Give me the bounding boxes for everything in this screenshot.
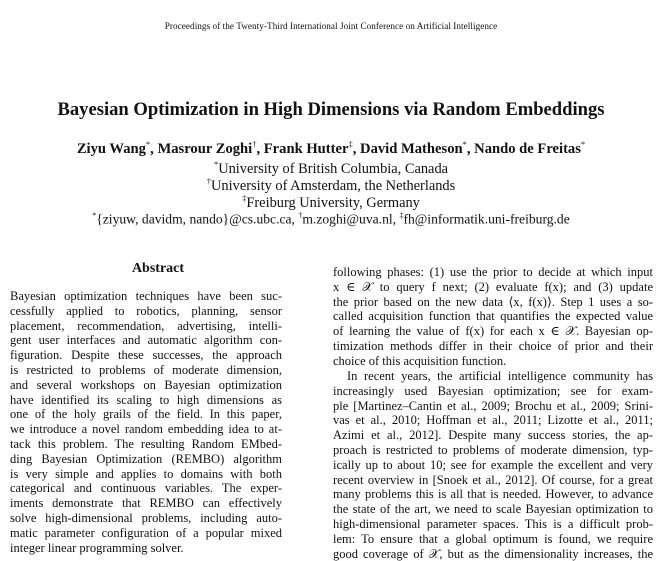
affiliation-mark: †	[206, 176, 212, 186]
author-mark: *	[462, 139, 467, 149]
text-line: increasingly used Bayesian optimization; see for exam-	[333, 383, 653, 398]
text-line: lem: To ensure that a global optimum is found, we require	[333, 531, 653, 546]
text-line: following phases: (1) use the prior to decide at which input	[333, 265, 653, 279]
text-line: ple [Martinez–Cantin et al., 2009; Brochu et al., 2009; Srini-	[333, 398, 653, 413]
email-mark: †	[298, 211, 303, 220]
text-line: ically up to about 10; see for example the excellent and very	[333, 457, 653, 472]
affiliation-text: University of British Columbia, Canada	[218, 160, 449, 177]
author-name: Ziyu Wang	[76, 140, 146, 157]
text-line: x ∈ 𝒳 to query f next; (2) evaluate f(x); and (3) update	[333, 279, 653, 294]
affiliation	[0, 193, 662, 212]
author-name: Frank Hutter	[263, 140, 349, 157]
affiliation-mark: *	[213, 159, 219, 169]
text-line: many problems this is all that is needed. However, to advance	[333, 487, 653, 502]
author-mark: *	[145, 139, 151, 149]
author-name: Nando de Freitas	[474, 140, 581, 157]
text-line: solve high-dimensional problems, including auto-	[10, 511, 282, 525]
affiliation	[0, 176, 662, 195]
text-line: cessfully applied to robotics, planning, sensor	[10, 303, 282, 318]
text-line: proach is restricted to problems of moderate dimension, typ-	[333, 443, 653, 457]
text-line: iments demonstrate that REMBO can effectively	[10, 496, 282, 511]
text-line: ding Bayesian Optimization (REMBO) algorithm	[10, 451, 282, 466]
proceedings-header: Proceedings of the Twenty-Third International Joint Conference on Artificial Intelligence	[164, 21, 498, 31]
email-text[interactable]: {ziyuw, davidm, nando}@cs.ubc.ca,	[96, 211, 295, 227]
text-line: high-dimensional parameter spaces. This is a difficult prob-	[333, 517, 653, 531]
text-line: In recent years, the artificial intelligence community has	[347, 369, 653, 383]
author-mark: ‡	[348, 139, 353, 149]
author-mark: †	[252, 139, 257, 149]
text-line: integer linear programming solver.	[10, 540, 184, 555]
affiliation-text: University of Amsterdam, the Netherlands	[211, 177, 456, 194]
text-line: is very simple and applies to domains with both	[10, 466, 282, 481]
text-line: the state of the art, we need to scale Bayesian optimization to	[333, 502, 653, 517]
text-line: good coverage of 𝒳, but as the dimensionality increases, the	[333, 546, 653, 561]
text-line: categorical and continuous variables. The exper-	[10, 481, 282, 496]
text-line: tack this problem. The resulting Random EMbed-	[10, 437, 282, 451]
text-line: choice of this acquisition function.	[333, 353, 507, 368]
text-line: we introduce a novel random embedding idea to at-	[10, 422, 282, 437]
affiliation	[0, 159, 662, 178]
author-name: Masrour Zoghi	[157, 140, 253, 157]
text-line: gent user interfaces and automatic algorithm con-	[10, 333, 282, 348]
text-line: have identified its scaling to high dimensions as	[10, 392, 282, 407]
text-line: called acquisition function that quantifies the expected value	[333, 309, 653, 324]
text-line: recent overview in [Snoek et al., 2012]. Of course, for a great	[333, 472, 653, 487]
text-line: timization methods differ in their choice of prior and their	[333, 339, 653, 353]
text-line: Azimi et al., 2012]. Despite many success stories, the ap-	[333, 428, 653, 443]
email-text[interactable]: m.zoghi@uva.nl,	[302, 211, 397, 227]
email-text[interactable]: fh@informatik.uni-freiburg.de	[403, 211, 570, 227]
text-line: placement, recommendation, advertising, intelli-	[10, 318, 282, 333]
text-line: figuration. Despite these successes, the approach	[10, 348, 282, 363]
author-mark: *	[580, 139, 586, 149]
text-line: vas et al., 2010; Hoffman et al., 2011; Lizotte et al., 2011;	[333, 413, 653, 428]
author-name: David Matheson	[360, 140, 463, 157]
abstract-heading: Abstract	[131, 261, 185, 276]
affiliation-text: Freiburg University, Germany	[246, 194, 420, 211]
text-line: one of the holy grails of the field. In this paper,	[10, 407, 282, 422]
text-line: of learning the value of f(x) for each x ∈ 𝒳. Bayesian op-	[333, 324, 653, 339]
affiliation-mark: ‡	[242, 193, 247, 203]
text-line: is restricted to problems of moderate dimension,	[10, 363, 282, 377]
email-mark: *	[92, 211, 97, 220]
email-mark: ‡	[399, 211, 404, 220]
paper-title: Bayesian Optimization in High Dimensions via Random Embeddings	[57, 99, 605, 120]
email-line	[0, 211, 662, 228]
text-line: matic parameter configuration of a popular mixed	[10, 525, 282, 540]
text-line: Bayesian optimization techniques have been suc-	[10, 289, 282, 303]
text-line: the prior based on the new data ⟨x, f(x)⟩. Step 1 uses a so-	[333, 294, 653, 309]
text-line: and several workshops on Bayesian optimization	[10, 377, 282, 392]
author-list: Ziyu Wang*, Masrour Zoghi†, Frank Hutter‡, David Matheson*, Nando de Freitas*	[76, 139, 586, 157]
